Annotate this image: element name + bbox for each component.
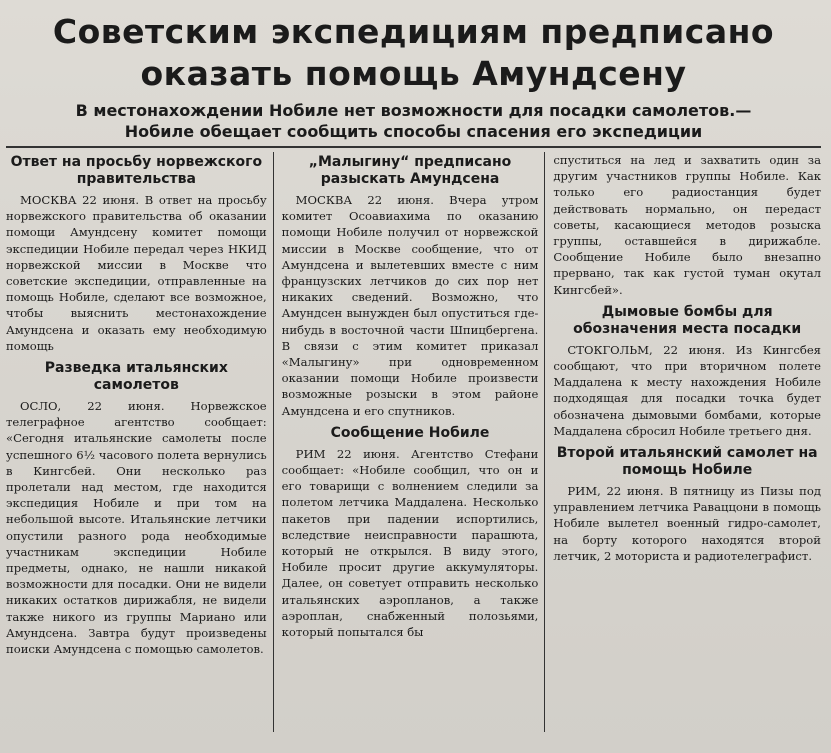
article-title: „Малыгину“ предписано разыскать Амундсена <box>308 154 512 187</box>
column-2 <box>274 152 545 732</box>
column-1 <box>6 152 273 732</box>
article-title: Ответ на просьбу норвежского правительства <box>10 154 263 187</box>
headline-line-1: Советским экспедициям предписано <box>52 12 775 51</box>
headline-line-2: оказать помощь Амундсену <box>140 54 687 93</box>
article-columns <box>6 152 821 732</box>
article-body: РИМ, 22 июня. В пятницу из Пизы под управлением летчика Раваццони в помощь Нобиле вылетел военный гидро-самолет, на борту которого находятся второй летчик, 2 моториста и радиотелеграфист. <box>553 484 821 563</box>
column-3 <box>545 152 821 732</box>
article-title: Дымовые бомбы для обозначения места посадки <box>573 303 802 337</box>
subheadline-line-1: В местонахождении Нобиле нет возможности для посадки самолетов.— <box>75 101 752 120</box>
article-continuation: спуститься на лед и захватить один за другим участников группы Нобиле. Как только его радиостанция будет действовать нормально, он передаст советы, касающиеся методов розыска группы, оставшейся в дирижабле. Сообщение Нобиле было внезапно прервано, так как густой туман окутал Кингсбей». <box>553 153 821 297</box>
article-body: ОСЛО, 22 июня. Норвежское телеграфное агентство сообщает: «Сегодня итальянские самолеты после успешного 6½ часового полета вернулись в Кингсбей. Они несколько раз пролетали над местом, где находится экспедиция Нобиле и при том на небольшой высоте. Итальянские летчики опустили разного рода необходимые участникам экспедиции Нобиле предметы, однако, не нашли никакой возможности для посадки. Они не видели никаких остатков дирижабля, не видели также никого из группы Мариано или Амундсена. Завтра будут произведены поиски Амундсена с помощью самолетов. <box>6 399 267 657</box>
article-title: Второй итальянский самолет на помощь Нобиле <box>556 445 818 479</box>
subheadline <box>6 100 821 142</box>
article-body: МОСКВА 22 июня. Вчера утром комитет Осоавиахима по оказанию помощи Нобиле получил от норвежской миссии в Москве сообщение, что от Амундсена и вылетевших вместе с ним французских летчиков до сих пор нет никаких сведений. Возможно, что Амундсен вынужден был опуститься где-нибудь в восточной части Шпицбергена. В связи с этим комитет приказал «Малыгину» при одновременном оказании помощи Нобиле произвести возможные розыски в этом районе Амундсена и его спутников. <box>281 193 539 418</box>
header-rule <box>6 146 821 148</box>
article-body: МОСКВА 22 июня. В ответ на просьбу норвежского правительства об оказании помощи Амундсену комитет помощи экспедиции Нобиле передал через НКИД норвежской миссии в Москве что советские экспедиции, отправленные на помощь Нобиле, сделают все возможное, чтобы выяснить местонахождение Амундсена и оказать ему необходимую помощь <box>6 193 267 353</box>
subheadline-line-2: Нобиле обещает сообщить способы спасения его экспедиции <box>124 122 703 141</box>
article-body: СТОКГОЛЬМ, 22 июня. Из Кингсбея сообщают, что при вторичном полете Маддалена к месту нахождения Нобиле подходящая для посадки точка будет обозначена дымовыми бомбами, которые Маддалена сбросил Нобиле третьего дня. <box>553 342 821 438</box>
article-body: РИМ 22 июня. Агентство Стефани сообщает: «Нобиле сообщил, что он и его товарищи с волнением следили за полетом летчика Маддалена. Несколько пакетов при падении испортились, вследствие неисправности парашюта, который не открылся. В виду этого, Нобиле просит другие аккумуляторы. Далее, он советует отправить несколько итальянских аэропланов, а также аэроплан, снабженный полозьями, который попытался бы <box>281 446 539 640</box>
article-title: Сообщение Нобиле <box>330 424 490 441</box>
article-title: Разведка итальянских самолетов <box>44 360 228 394</box>
